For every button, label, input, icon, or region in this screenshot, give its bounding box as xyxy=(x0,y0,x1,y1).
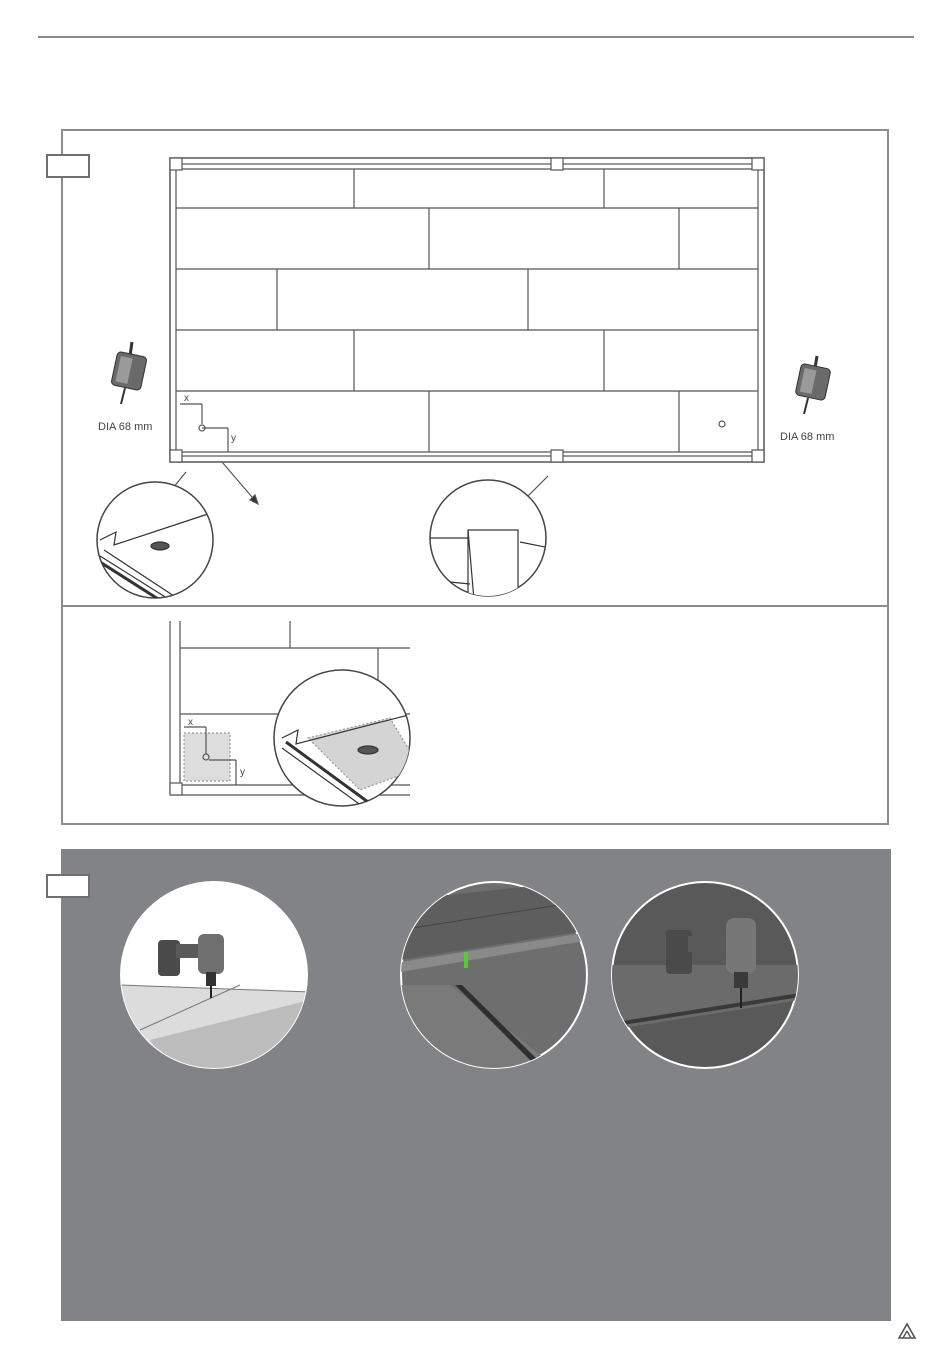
zoom-detail-joint xyxy=(430,480,550,600)
dim-x-label: x xyxy=(184,393,189,404)
floor-frame xyxy=(168,158,764,504)
hole-diameter-label-left: DIA 68 mm xyxy=(98,421,153,433)
hole-diameter-label-right: DIA 68 mm xyxy=(780,431,835,443)
step-panel-2 xyxy=(61,849,891,1321)
dim-y-label: y xyxy=(231,433,236,444)
hole-saw-icon xyxy=(795,356,831,414)
step-number-box-2 xyxy=(46,874,90,898)
detail-dim-y-label: y xyxy=(240,767,245,778)
brand-logo-icon xyxy=(896,1320,918,1342)
hole-saw-icon xyxy=(111,342,147,404)
zoom-detail-hole xyxy=(97,482,220,604)
detail-dim-x-label: x xyxy=(188,717,193,728)
